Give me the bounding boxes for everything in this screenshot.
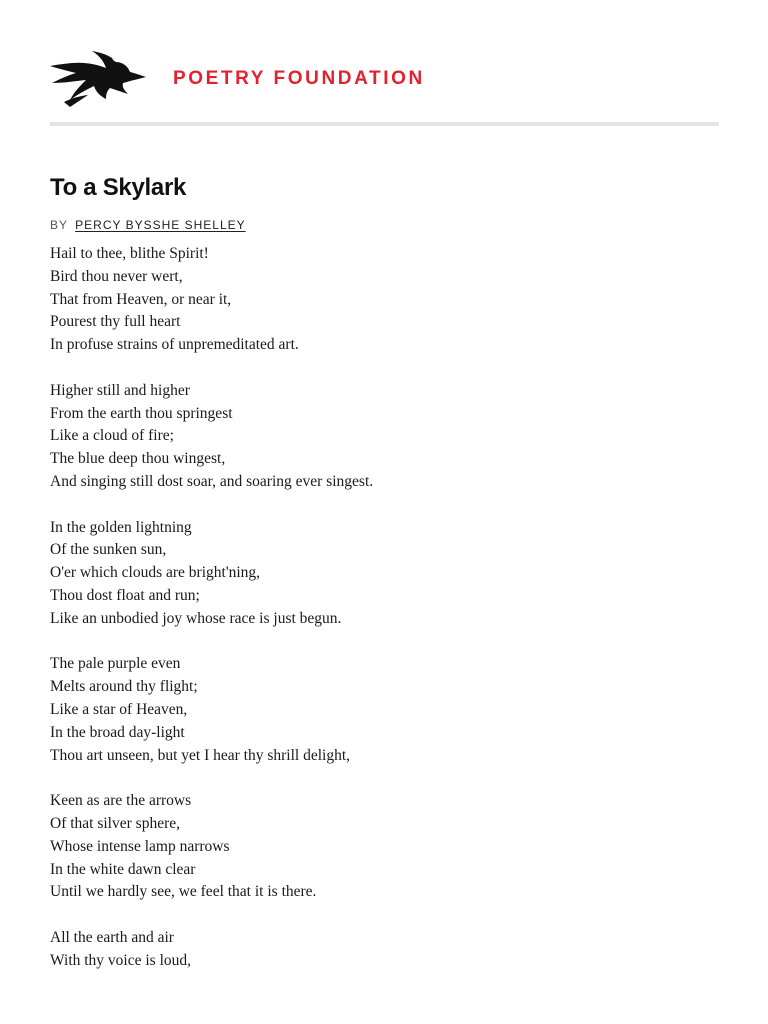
poem-line: In the golden lightning <box>50 518 192 536</box>
poem-line: Until we hardly see, we feel that it is there. <box>50 883 317 901</box>
poem-line: The pale purple even <box>50 655 181 673</box>
poem-line: From the earth thou springest <box>50 404 233 422</box>
poem-line: Hail to thee, blithe Spirit! <box>50 245 209 262</box>
poem-line: The blue deep thou wingest, <box>50 450 226 468</box>
poem-line: Thou dost float and run; <box>50 586 200 604</box>
stanza <box>50 517 730 631</box>
poem-line: Bird thou never wert, <box>50 267 183 285</box>
site-brand-name[interactable]: POETRY FOUNDATION <box>173 68 425 89</box>
poem-line: O'er which clouds are bright'ning, <box>50 564 261 582</box>
poem-line: Like a star of Heaven, <box>50 700 188 718</box>
poem-line: Higher still and higher <box>50 381 190 399</box>
poem-line: In the white dawn clear <box>50 860 196 878</box>
author-link[interactable]: PERCY BYSSHE SHELLEY <box>75 218 246 232</box>
poem-line: Thou art unseen, but yet I hear thy shrill delight, <box>50 746 351 764</box>
byline-label: BY <box>50 218 68 232</box>
poem-line: Keen as are the arrows <box>50 792 192 810</box>
site-header <box>50 48 720 112</box>
stanza <box>50 653 730 767</box>
poem-title: To a Skylark <box>50 174 187 201</box>
poem-line: And singing still dost soar, and soaring ever singest. <box>50 472 374 490</box>
stanza <box>50 927 730 973</box>
stanza <box>50 243 730 357</box>
poem-line: All the earth and air <box>50 928 174 946</box>
poem-line: Pourest thy full heart <box>50 313 181 331</box>
poem-line: With thy voice is loud, <box>50 951 192 969</box>
poem-line: Of the sunken sun, <box>50 541 167 559</box>
poem-line: In profuse strains of unpremeditated art. <box>50 336 299 354</box>
poem-line: That from Heaven, or near it, <box>50 290 232 308</box>
poem-line: Whose intense lamp narrows <box>50 837 230 855</box>
poem-line: Melts around thy flight; <box>50 678 198 696</box>
poem-body <box>50 243 730 995</box>
poem-line: Like a cloud of fire; <box>50 427 174 445</box>
poem-line: Of that silver sphere, <box>50 814 180 832</box>
bird-logo-icon[interactable] <box>50 50 148 108</box>
poem-line: Like an unbodied joy whose race is just begun. <box>50 609 342 627</box>
poem-line: In the broad day-light <box>50 723 185 741</box>
header-divider <box>50 122 719 126</box>
byline <box>50 218 246 232</box>
stanza <box>50 790 730 904</box>
stanza <box>50 380 730 494</box>
